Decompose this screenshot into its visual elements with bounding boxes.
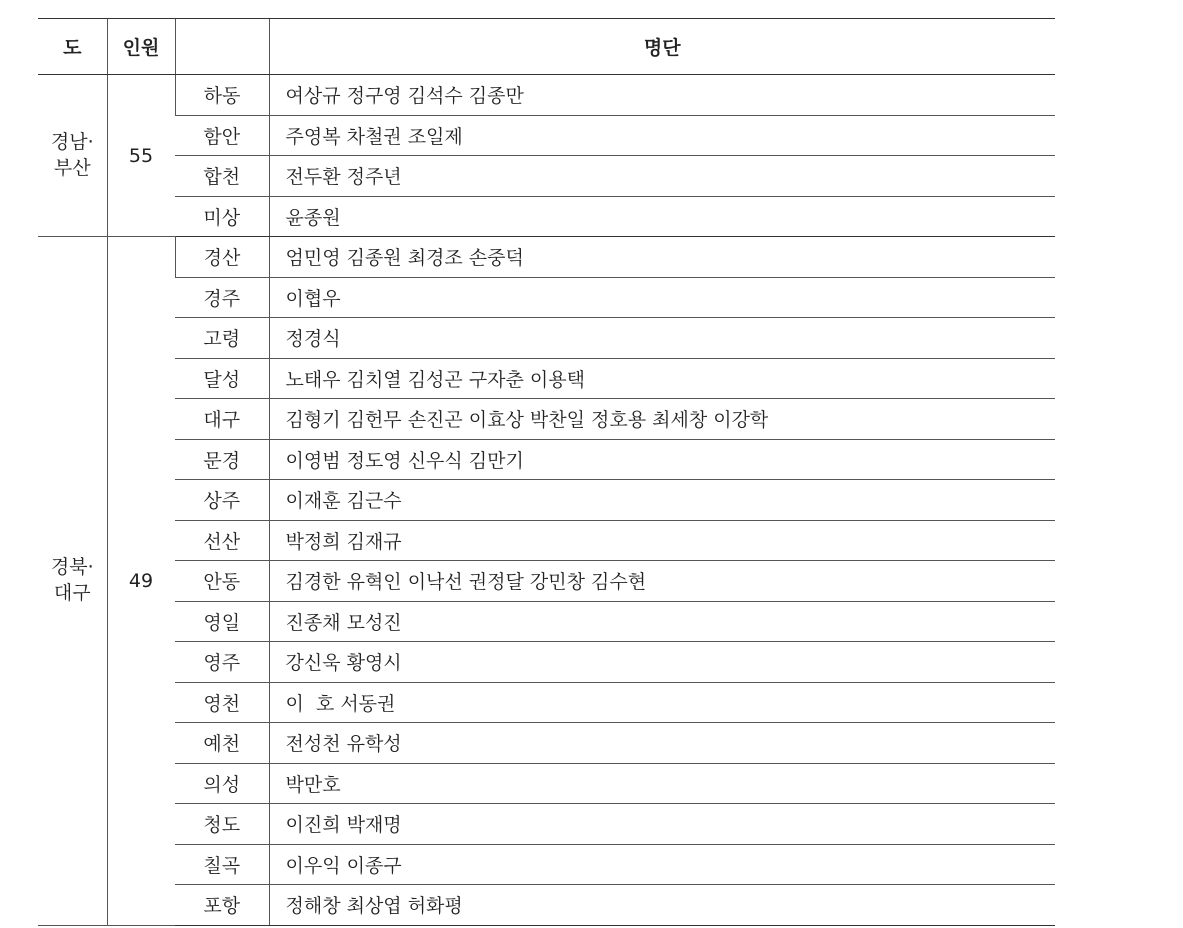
region-cell: 미상: [175, 196, 269, 237]
table-row: [38, 196, 1055, 237]
count-cell: 49: [107, 237, 175, 926]
names-cell: 진종채 모성진: [269, 601, 1055, 642]
province-cell-gyeongbuk: [38, 237, 107, 926]
region-cell: 경주: [175, 277, 269, 318]
table-row: [38, 399, 1055, 440]
region-cell: 의성: [175, 763, 269, 804]
region-cell: 합천: [175, 156, 269, 197]
names-cell: 노태우 김치열 김성곤 구자춘 이용택: [269, 358, 1055, 399]
province-line: 부산: [53, 156, 91, 179]
names-cell: 여상규 정구영 김석수 김종만: [269, 75, 1055, 116]
names-cell: 엄민영 김종원 최경조 손중덕: [269, 237, 1055, 278]
header-do: 도: [38, 19, 107, 75]
roster-table: [38, 18, 1055, 926]
names-cell: 전두환 정주년: [269, 156, 1055, 197]
table-row: [38, 318, 1055, 359]
header-region: [175, 19, 269, 75]
table-body: [38, 75, 1055, 926]
table-row: [38, 237, 1055, 278]
names-cell: 김형기 김헌무 손진곤 이효상 박찬일 정호용 최세창 이강학: [269, 399, 1055, 440]
names-cell: 이영범 정도영 신우식 김만기: [269, 439, 1055, 480]
table-row: [38, 561, 1055, 602]
table-row: [38, 642, 1055, 683]
count-cell: 55: [107, 75, 175, 237]
table-row: [38, 75, 1055, 116]
header-names: 명단: [269, 19, 1055, 75]
table-row: [38, 358, 1055, 399]
table-row: [38, 682, 1055, 723]
table-row: [38, 520, 1055, 561]
region-cell: 달성: [175, 358, 269, 399]
province-line: 경남·: [50, 130, 94, 153]
table-header: [38, 19, 1055, 75]
table-row: [38, 723, 1055, 764]
names-cell: 박만호: [269, 763, 1055, 804]
province-line: 경북·: [50, 556, 94, 579]
table-row: [38, 885, 1055, 926]
region-cell: 예천: [175, 723, 269, 764]
table-row: [38, 480, 1055, 521]
region-cell: 안동: [175, 561, 269, 602]
region-cell: 함안: [175, 115, 269, 156]
header-count: 인원: [107, 19, 175, 75]
names-cell: 이우익 이종구: [269, 844, 1055, 885]
header-row: [38, 19, 1055, 75]
region-cell: 영주: [175, 642, 269, 683]
names-cell: 박정희 김재규: [269, 520, 1055, 561]
names-cell: 이협우: [269, 277, 1055, 318]
region-cell: 경산: [175, 237, 269, 278]
table-row: [38, 804, 1055, 845]
names-cell: 정해창 최상엽 허화평: [269, 885, 1055, 926]
table-row: [38, 115, 1055, 156]
region-cell: 청도: [175, 804, 269, 845]
province-cell-gyeongnam: [38, 75, 107, 237]
region-cell: 영천: [175, 682, 269, 723]
names-cell: 주영복 차철권 조일제: [269, 115, 1055, 156]
table-row: [38, 156, 1055, 197]
province-line: 대구: [53, 581, 91, 604]
region-cell: 문경: [175, 439, 269, 480]
names-cell: 이진희 박재명: [269, 804, 1055, 845]
table-row: [38, 601, 1055, 642]
table-row: [38, 763, 1055, 804]
names-cell: 정경식: [269, 318, 1055, 359]
names-cell: 강신욱 황영시: [269, 642, 1055, 683]
names-cell: 이재훈 김근수: [269, 480, 1055, 521]
table-row: [38, 844, 1055, 885]
region-cell: 고령: [175, 318, 269, 359]
names-cell: 전성천 유학성: [269, 723, 1055, 764]
table-row: [38, 277, 1055, 318]
names-cell: 김경한 유혁인 이낙선 권정달 강민창 김수현: [269, 561, 1055, 602]
region-cell: 상주: [175, 480, 269, 521]
names-cell: 이 호 서동권: [269, 682, 1055, 723]
table-row: [38, 439, 1055, 480]
names-cell: 윤종원: [269, 196, 1055, 237]
region-cell: 포항: [175, 885, 269, 926]
region-cell: 대구: [175, 399, 269, 440]
region-cell: 칠곡: [175, 844, 269, 885]
region-cell: 선산: [175, 520, 269, 561]
region-cell: 하동: [175, 75, 269, 116]
region-cell: 영일: [175, 601, 269, 642]
